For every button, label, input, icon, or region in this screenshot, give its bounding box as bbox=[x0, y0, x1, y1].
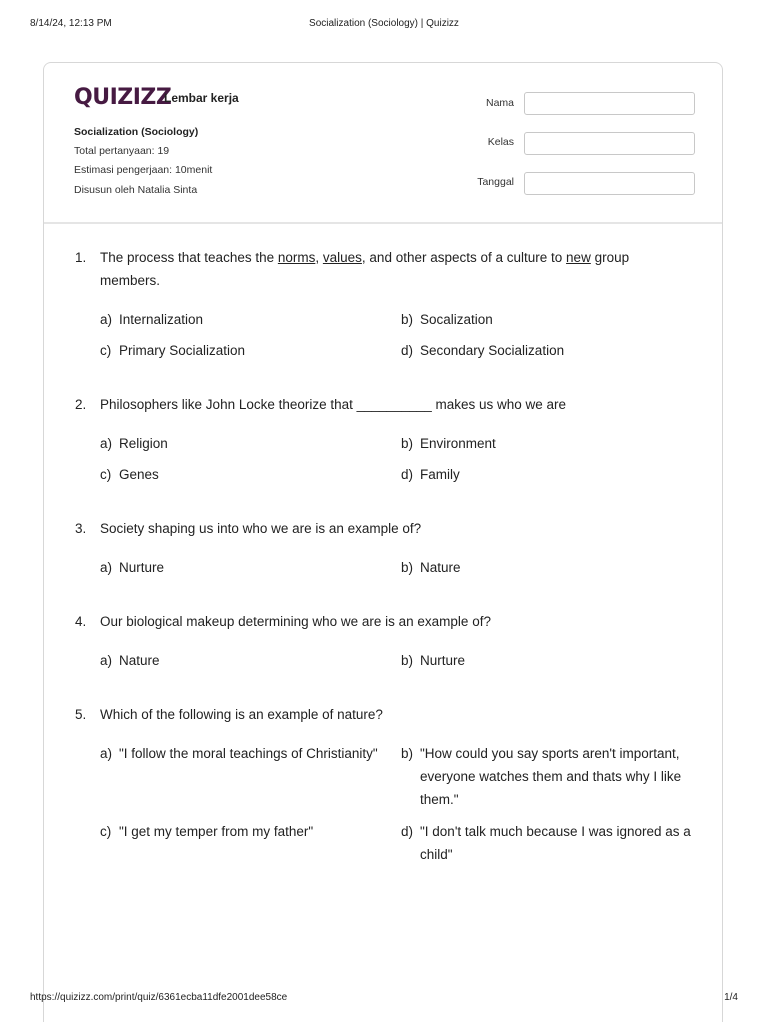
print-footer bbox=[30, 992, 738, 1006]
print-datetime: 8/14/24, 12:13 PM bbox=[30, 18, 112, 29]
quiz-title: Socialization (Sociology) bbox=[74, 126, 199, 138]
worksheet: QUIZIZZ Lembar kerja Socialization (Sociology) Total pertanyaan: 19 Estimasi pengerjaan: 10menit Disusun oleh Natalia Sinta Nama Kelas Tanggal 1. The process that teaches the norms, values, and other aspects of a culture to new group members. a) Internalization b) Socalization c) Primary Socialization d) Secondary Socialization 2. Philosophers like John Locke theorize that __________ makes us who we are a) Religion b) Environment c) Genes d) Family 3. Society shaping us into who we are is an example of? a) Nurture b) Nature 4. Our biological makeup determining who we are is an example of? a) Nature b) Nurture 5. Which of the following is an example of nature? a) "I follow the moral teachings of Christianity" b) "How could you say sports aren't important, everyone watches them and thats why I like them." c) "I get my temper from my father" d) "I don't talk much because I was ignored as a child" bbox=[43, 62, 723, 1022]
question-text: Society shaping us into who we are is an example of? bbox=[100, 521, 422, 536]
print-page-title: Socialization (Sociology) | Quizizz bbox=[309, 18, 459, 29]
question-text: Philosophers like John Locke theorize that __________ makes us who we are bbox=[100, 397, 567, 412]
date-field[interactable] bbox=[524, 172, 695, 195]
question-3: 3. Society shaping us into who we are is an example of? bbox=[75, 517, 695, 540]
print-url: https://quizizz.com/print/quiz/6361ecba11dfe2001dee58ce bbox=[30, 992, 288, 1003]
name-label: Nama bbox=[485, 97, 514, 109]
question-5: 5. Which of the following is an example of nature? bbox=[75, 703, 695, 726]
class-field[interactable] bbox=[524, 132, 695, 155]
question-4: 4. Our biological makeup determining who we are is an example of? bbox=[75, 610, 695, 633]
date-label: Tanggal bbox=[477, 176, 514, 188]
question-text: The process that teaches the norms, values, and other aspects of a culture to new group members. bbox=[100, 250, 630, 288]
question-1 bbox=[75, 246, 695, 292]
question-text: Our biological makeup determining who we are is an example of? bbox=[100, 614, 491, 629]
class-label: Kelas bbox=[487, 136, 514, 148]
question-number: 1. bbox=[75, 250, 87, 265]
quizizz-logo: QUIZIZZ bbox=[74, 85, 172, 110]
worksheet-header bbox=[44, 63, 722, 224]
print-header bbox=[30, 18, 738, 32]
name-field[interactable] bbox=[524, 92, 695, 115]
total-questions: Total pertanyaan: 19 bbox=[74, 145, 170, 157]
author: Disusun oleh Natalia Sinta bbox=[74, 184, 198, 196]
page-number: 1/4 bbox=[724, 992, 738, 1003]
question-text: Which of the following is an example of nature? bbox=[100, 707, 383, 722]
question-2: 2. Philosophers like John Locke theorize that __________ makes us who we are bbox=[75, 393, 695, 416]
worksheet-subtitle: Lembar kerja bbox=[164, 91, 239, 105]
estimated-time: Estimasi pengerjaan: 10menit bbox=[74, 164, 213, 176]
